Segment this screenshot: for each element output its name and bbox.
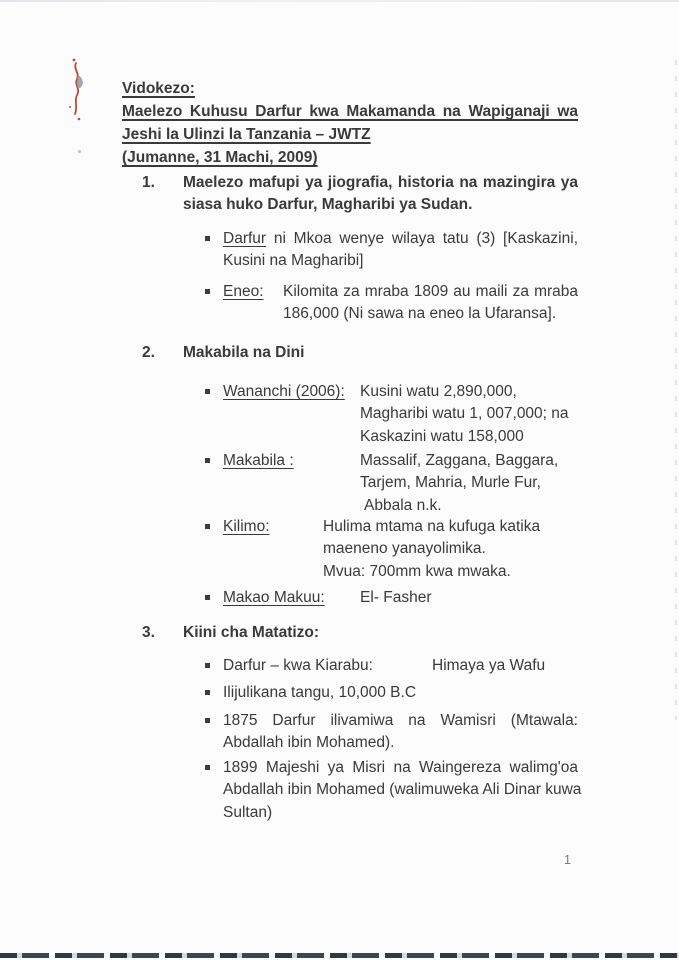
value-line: Abbala n.k. — [364, 496, 442, 514]
value-makao-makuu — [360, 587, 578, 609]
bullet-line-1: Ilijulikana tangu, 10,000 B.C — [223, 684, 417, 701]
bullet-ilijulikana — [205, 682, 578, 704]
section-3-number: 3. — [142, 624, 155, 641]
header-line-4: (Jumanne, 31 Machi, 2009) — [122, 149, 318, 166]
red-pen-mark-drawing — [64, 57, 92, 125]
bullet-square-icon — [205, 281, 223, 326]
section-2-heading — [142, 342, 578, 364]
label-makabila: Makabila : — [223, 452, 294, 469]
bullet-square-icon — [205, 757, 223, 824]
value-line: Kusini watu 2,890,000, — [360, 383, 517, 400]
bullet-square-icon — [205, 710, 223, 755]
scan-right-edge-artifact — [675, 60, 677, 720]
label-kilimo: Kilimo: — [223, 518, 270, 535]
bullet-row — [223, 381, 578, 448]
scan-bottom-line-artifact — [0, 953, 679, 958]
bullet-square-icon — [205, 228, 223, 273]
bullet-text — [223, 757, 582, 824]
bullet-line-1-rest: ni Mkoa wenye wilaya tatu (3) [Kaskazini, — [266, 230, 578, 247]
section-1-heading — [142, 172, 578, 217]
bullet-eneo — [205, 281, 578, 326]
value-line: Himaya ya Wafu — [432, 657, 546, 674]
bullet-makao-makuu — [205, 587, 578, 609]
value-line: Magharibi watu 1, 007,000; na — [360, 405, 569, 423]
section-3-title-line-1: Kiini cha Matatizo: — [183, 624, 320, 641]
section-3-heading — [142, 622, 578, 644]
label-eneo: Eneo: — [223, 283, 264, 300]
bullet-text — [223, 682, 578, 704]
value-line: Hulima mtama na kufuga katika — [323, 518, 541, 535]
value-line: 186,000 (Ni sawa na eneo la Ufaransa]. — [283, 305, 557, 323]
value-wananchi — [360, 381, 578, 448]
scan-speck — [78, 150, 81, 153]
bullet-darfur-kiarabu — [205, 655, 578, 677]
bullet-square-icon — [205, 587, 223, 609]
value-line: Massalif, Zaggana, Baggara, — [360, 452, 559, 469]
bullet-darfur-region — [205, 228, 578, 273]
bullet-line-3: Sultan) — [223, 803, 273, 821]
section-1-number: 1. — [142, 174, 155, 191]
bullet-row — [223, 281, 578, 326]
value-line: El- Fasher — [360, 589, 432, 606]
value-line: maeneno yanayolimika. — [323, 540, 486, 558]
section-1-title-line-2: siasa huko Darfur, Magharibi ya Sudan. — [183, 196, 473, 214]
header-line-3: Jeshi la Ulinzi la Tanzania – JWTZ — [122, 126, 371, 143]
bullet-line-2: Kusini na Magharibi] — [223, 252, 364, 270]
bullet-square-icon — [205, 682, 223, 704]
value-line: Mvua: 700mm kwa mwaka. — [323, 562, 511, 580]
bullet-square-icon — [205, 516, 223, 583]
section-2-number: 2. — [142, 344, 155, 361]
document-header — [122, 77, 578, 169]
section-1-title — [183, 172, 578, 217]
bullet-row — [223, 587, 578, 609]
value-line: Tarjem, Mahria, Murle Fur, — [360, 474, 541, 492]
bullet-kilimo — [205, 516, 578, 583]
scan-top-edge-artifact — [0, 0, 679, 2]
bullet-square-icon — [205, 655, 223, 677]
bullet-square-icon — [205, 381, 223, 448]
bullet-square-icon — [205, 450, 223, 517]
label-darfur: Darfur — [223, 230, 267, 247]
label-wananchi: Wananchi (2006): — [223, 383, 345, 400]
value-line: Kilomita za mraba 1809 au maili za mraba — [283, 283, 578, 300]
header-line-2: Maelezo Kuhusu Darfur kwa Makamanda na Wapiganaji wa — [122, 103, 578, 120]
section-2-title-line-1: Makabila na Dini — [183, 344, 305, 361]
bullet-line-1: 1899 Majeshi ya Misri na Waingereza walimg'oa — [223, 759, 578, 776]
section-3-title — [183, 622, 578, 644]
value-line: Kaskazini watu 158,000 — [360, 427, 524, 445]
bullet-row — [223, 516, 578, 583]
red-pen-mark — [64, 57, 92, 125]
page-number: 1 — [564, 853, 571, 867]
bullet-1875 — [205, 710, 578, 755]
value-kilimo — [323, 516, 578, 583]
bullet-wananchi — [205, 381, 578, 448]
value-makabila — [360, 450, 578, 517]
value-darfur-kiarabu — [432, 655, 578, 677]
bullet-line-1: 1875 Darfur ilivamiwa na Wamisri (Mtawala: — [223, 712, 578, 729]
bullet-row — [223, 655, 578, 677]
bullet-line-2: Abdallah ibin Mohamed (walimuweka Ali Dinar kuwa — [223, 781, 582, 799]
section-2-title — [183, 342, 578, 364]
bullet-row — [223, 450, 578, 517]
label-darfur-kiarabu: Darfur – kwa Kiarabu: — [223, 657, 373, 674]
bullet-line-2: Abdallah ibin Mohamed). — [223, 734, 395, 752]
bullet-1899 — [205, 757, 582, 824]
section-1-title-line-1: Maelezo mafupi ya jiografia, historia na mazingira ya — [183, 174, 578, 191]
bullet-makabila — [205, 450, 578, 517]
label-makao-makuu: Makao Makuu: — [223, 589, 325, 606]
header-line-1: Vidokezo: — [122, 80, 195, 97]
value-eneo — [283, 281, 578, 326]
bullet-text — [223, 228, 578, 273]
bullet-text — [223, 710, 578, 755]
bullet-line-1 — [223, 228, 578, 250]
